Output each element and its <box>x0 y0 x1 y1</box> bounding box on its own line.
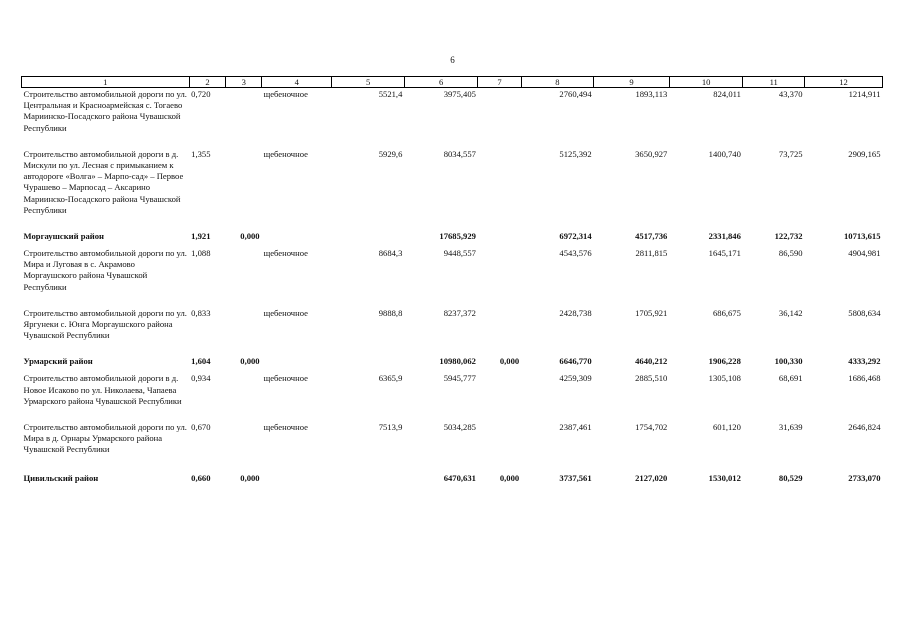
table-cell: 1893,113 <box>635 89 668 99</box>
table-cell: 2428,738 <box>559 307 592 318</box>
table-cell: 5521,4 <box>378 89 403 99</box>
table-cell: 686,675 <box>712 307 741 318</box>
table-cell <box>478 247 521 307</box>
table-cell: 73,725 <box>778 148 803 159</box>
table-cell: 1,088 <box>191 248 211 259</box>
table-cell: 7513,9 <box>378 422 403 433</box>
table-row <box>22 247 883 307</box>
table-cell: 4517,736 <box>635 231 668 242</box>
table-row <box>22 421 883 472</box>
table-cell: 6646,770 <box>559 356 592 367</box>
table-cell: 5929,6 <box>378 148 403 159</box>
column-header: 8 <box>521 77 593 88</box>
table-cell: щебеночное <box>263 373 308 384</box>
table-cell: 5034,285 <box>443 422 476 433</box>
table-cell: 6972,314 <box>559 231 592 242</box>
region-total-row <box>22 230 883 247</box>
table-body <box>22 88 883 489</box>
table-cell <box>478 148 521 230</box>
table-cell <box>262 472 332 489</box>
row-label-cell: Урмарский район <box>23 356 93 367</box>
row-label-cell: Цивильский район <box>23 472 99 483</box>
row-label-cell: Строительство автомобильной дороги в д. Новое Исаково по ул. Николаева, Чапаева Урмарского района Чувашской Республики <box>23 373 182 406</box>
table-cell: 0,833 <box>191 307 211 318</box>
table-cell: 0,000 <box>499 472 520 483</box>
table-cell: 5125,392 <box>559 148 592 159</box>
table-cell <box>332 355 404 372</box>
table-cell: 1906,228 <box>708 356 741 367</box>
row-label-cell: Строительство автомобильной дороги по ул. Мира в д. Орнары Урмарского района Чувашской Республики <box>23 422 187 455</box>
table-cell: 2909,165 <box>848 148 881 159</box>
table-cell: 0,720 <box>191 89 211 99</box>
table-cell: 3975,405 <box>443 89 476 99</box>
table-cell: 4259,309 <box>559 373 592 384</box>
table-cell: 86,590 <box>778 248 803 259</box>
column-header: 7 <box>478 77 521 88</box>
table-cell: 1530,012 <box>708 472 741 483</box>
table-cell <box>478 372 521 421</box>
table-cell: 1,921 <box>191 231 211 242</box>
table-cell: 2331,846 <box>708 231 741 242</box>
table-cell: 2885,510 <box>635 373 668 384</box>
table-cell: 1,604 <box>191 356 211 367</box>
column-header: 2 <box>189 77 226 88</box>
table-cell: 1400,740 <box>708 148 741 159</box>
column-header: 9 <box>594 77 670 88</box>
table-cell: 6365,9 <box>378 373 403 384</box>
row-label-cell: Строительство автомобильной дороги по ул. Яргунеки с. Юнга Моргаушского района Чувашской Республики <box>23 307 187 341</box>
table-row <box>22 148 883 230</box>
table-cell: 2811,815 <box>635 248 668 259</box>
table-cell: 2760,494 <box>559 89 592 99</box>
table-cell: 0,000 <box>240 472 260 483</box>
table-header-row <box>22 77 883 88</box>
table-cell: 1305,108 <box>708 373 741 384</box>
column-header: 3 <box>226 77 262 88</box>
table-cell: 4543,576 <box>559 248 592 259</box>
column-header: 6 <box>404 77 478 88</box>
table-cell <box>262 355 332 372</box>
table-cell: 10980,062 <box>439 356 476 367</box>
table-cell: 17685,929 <box>439 231 476 242</box>
table-cell: 5808,634 <box>848 307 881 318</box>
table-cell <box>226 247 262 307</box>
table-cell: 2127,020 <box>635 472 668 483</box>
table-cell: 1686,468 <box>848 373 881 384</box>
table-cell: 1754,702 <box>635 422 668 433</box>
table-cell: 8034,557 <box>443 148 476 159</box>
table-cell: 10713,615 <box>843 231 881 242</box>
table-cell: 9448,557 <box>443 248 476 259</box>
row-label-cell: Строительство автомобильной дороги в д. Мискули по ул. Лесная с примыканием к автодороге «Волга» – Марпо-сад» – Первое Чурашево – Марпосад – Аксарино Мариинско-Посадского района Чувашской Республики <box>23 148 184 215</box>
table-cell: 0,660 <box>191 472 211 483</box>
table-cell: 2646,824 <box>848 422 881 433</box>
table-cell <box>226 148 262 230</box>
table-cell: 80,529 <box>778 472 803 483</box>
table-cell: 2387,461 <box>559 422 592 433</box>
column-header: 4 <box>262 77 332 88</box>
table-cell: щебеночное <box>263 248 308 259</box>
table-cell: 31,639 <box>778 422 803 433</box>
table-cell <box>478 230 521 247</box>
table-cell: 4333,292 <box>848 356 881 367</box>
table-cell <box>332 230 404 247</box>
table-cell: щебеночное <box>263 422 308 433</box>
road-construction-table <box>21 76 883 489</box>
table-cell: 4640,212 <box>635 356 668 367</box>
table-cell: 0,000 <box>240 231 260 242</box>
table-cell: 8684,3 <box>378 248 403 259</box>
table-cell: 824,011 <box>713 89 741 99</box>
table-cell: 601,120 <box>712 422 741 433</box>
table-cell: 122,732 <box>774 231 803 242</box>
table-cell <box>332 472 404 489</box>
table-cell <box>226 421 262 472</box>
table-cell: 2733,070 <box>848 472 881 483</box>
row-label-cell: Строительство автомобильной дороги по ул. Центральная и Красноармейская с. Тогаево Мариинско-Посадского района Чувашской Республики <box>23 89 187 133</box>
table-cell <box>226 307 262 356</box>
table-cell: 0,000 <box>499 356 520 367</box>
page-number: 6 <box>450 55 455 65</box>
table-cell: 0,670 <box>191 422 211 433</box>
column-header: 10 <box>669 77 743 88</box>
table-cell: 1705,921 <box>635 307 668 318</box>
table-cell: 1214,911 <box>848 89 881 99</box>
table-cell <box>262 230 332 247</box>
table-cell: 3737,561 <box>559 472 592 483</box>
table-cell: 5945,777 <box>443 373 476 384</box>
table-cell: 36,142 <box>778 307 803 318</box>
row-label-cell: Строительство автомобильной дороги по ул. Мира и Луговая в с. Акрамово Моргаушского района Чувашской Республики <box>23 248 187 292</box>
table-cell: 0,000 <box>240 356 260 367</box>
table-cell <box>478 307 521 356</box>
table-cell <box>226 88 262 148</box>
table-cell: щебеночное <box>263 307 308 318</box>
column-header: 12 <box>805 77 883 88</box>
table-cell: щебеночное <box>263 89 308 99</box>
region-total-row <box>22 472 883 489</box>
table-cell: 3650,927 <box>635 148 668 159</box>
table-row <box>22 88 883 148</box>
table-cell: 0,934 <box>191 373 211 384</box>
table-cell <box>478 88 521 148</box>
column-header: 1 <box>22 77 190 88</box>
table-cell: щебеночное <box>263 148 308 159</box>
table-cell: 6470,631 <box>443 472 476 483</box>
column-header: 11 <box>743 77 805 88</box>
row-label-cell: Моргаушский район <box>23 231 104 242</box>
table-cell: 1,355 <box>191 148 211 159</box>
table-cell: 9888,8 <box>378 307 403 318</box>
table-cell: 100,330 <box>774 356 803 367</box>
table-row <box>22 372 883 421</box>
table-cell <box>226 372 262 421</box>
table-cell: 68,691 <box>778 373 803 384</box>
table-cell: 1645,171 <box>708 248 741 259</box>
table-cell: 4904,981 <box>848 248 881 259</box>
column-header: 5 <box>332 77 404 88</box>
table-row <box>22 307 883 356</box>
region-total-row <box>22 355 883 372</box>
table-cell: 8237,372 <box>443 307 476 318</box>
table-cell: 43,370 <box>778 89 803 99</box>
table-cell <box>478 421 521 472</box>
